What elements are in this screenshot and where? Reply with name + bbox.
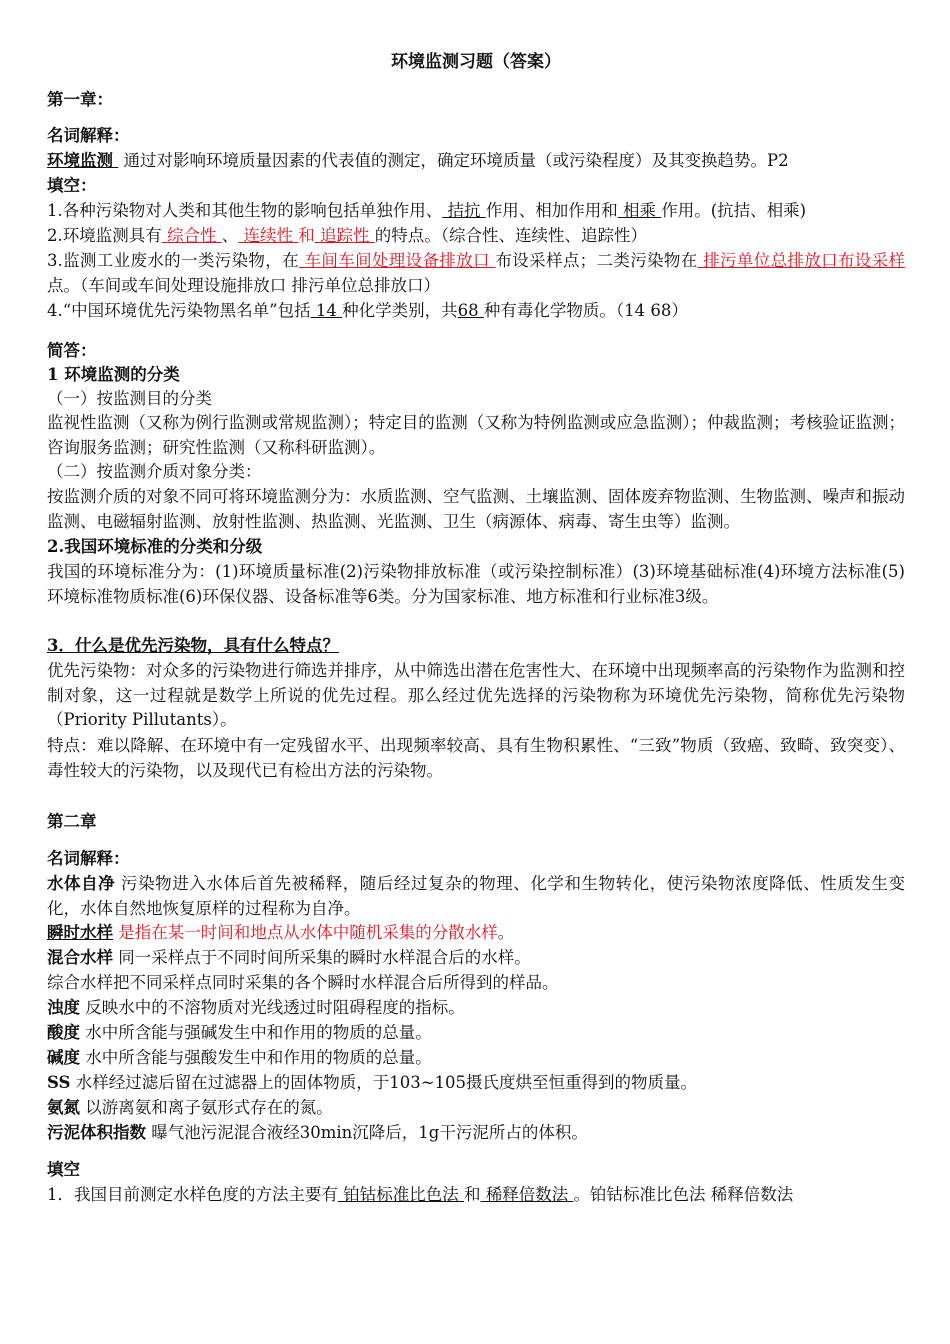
ch2-fill-item-1 [47,1183,905,1208]
text: 作用、相加作用和 [485,201,618,220]
chapter-2-heading: 第二章 [47,812,97,831]
ch2-term-grab-sample [47,921,905,946]
answer-blank: 稀释倍数法 [480,1185,574,1204]
term-name: 水体自净 [47,874,116,893]
ch1-terms-heading: 名词解释： [47,126,130,145]
ch1-fill-item-4 [47,299,905,324]
text: 3.监测工业废水的一类污染物，在 [47,251,299,270]
document-title: 环境监测习题（答案） [391,52,561,72]
term-definition: 水样经过滤后留在过滤器上的固体物质，于103~105摄氏度烘至恒重得到的物质量。 [70,1073,698,1092]
question-2-title: 2.我国环境标准的分类和分级 [47,537,263,556]
question-1-answer-1: 监视性监测（又称为例行监测或常规监测）；特定目的监测（又称为特例监测或应急监测）；仲裁监测；考核验证监测；咨询服务监测；研究性监测（又称科研监测）。 [47,413,905,457]
term-definition: 污染物进入水体后首先被稀释，随后经过复杂的物理、化学和生物转化，使污染物浓度降低、性质发生变化，水体自然地恢复原样的过程称为自净。 [47,874,906,918]
term-name: 混合水样 [47,948,113,967]
text: 种化学类别，共 [342,301,458,320]
question-2-answer: 我国的环境标准分为：(1)环境质量标准(2)污染物排放标准（或污染控制标准）(3)环境基础标准(4)环境方法标准(5)环境标准物质标准(6)环保仪器、设备标准等6类。分为国家标准、地方标准和行业标准3级。 [47,562,905,606]
ch2-term-water-self-purification [47,872,905,921]
text: 的特点。（综合性、连续性、追踪性） [374,226,647,245]
term-definition: 以游离氨和离子氨形式存在的氮。 [80,1098,333,1117]
term-definition: 同一采样点于不同时间所采集的瞬时水样混合后的水样。 [113,948,531,967]
answer-blank: 铂钴标准比色法 [338,1185,464,1204]
ch2-terms-heading: 名词解释： [47,849,130,868]
text: 。 [497,923,515,942]
text: 作用。(抗拮、相乘) [661,201,807,220]
ch2-term-sludge-volume-index [47,1121,905,1146]
ch2-term-turbidity [47,996,905,1021]
ch2-term-composite-sample [47,946,905,971]
ch2-term-ss [47,1071,905,1096]
term-definition: 水中所含能与强碱发生中和作用的物质的总量。 [80,1023,432,1042]
ch1-fill-item-2 [47,224,905,249]
ch1-term-environment-monitoring [47,149,905,174]
question-1-answer-2: 按监测介质的对象不同可将环境监测分为：水质监测、空气监测、土壤监测、固体废弃物监测、生物监测、噪声和振动监测、电磁辐射监测、放射性监测、热监测、光监测、卫生（病源体、病毒、寄生虫等）监测。 [47,487,905,531]
question-1-subheading-2: （二）按监测介质对象分类： [47,462,262,481]
answer-blank: 拮抗 [442,201,486,220]
answer-blank: 追踪性 [314,226,375,245]
answer-blank: 相乘 [617,201,662,220]
text: 布设采样点；二类污染物在 [495,251,698,270]
answer-blank: 车间车间处理设备排放口 [298,251,496,270]
ch1-fill-heading: 填空： [47,176,97,195]
term-name: 酸度 [47,1023,80,1042]
text: 种有毒化学物质。（14 68） [483,301,688,320]
answer-blank: 68 [457,301,484,320]
term-definition: 曝气池污泥混合液经30min沉降后，1g干污泥所占的体积。 [146,1123,588,1142]
chapter-1-heading: 第一章： [47,90,113,109]
term-name: 浊度 [47,998,80,1017]
document-page [47,0,906,1204]
text: 1.各种污染物对人类和其他生物的影响包括单独作用、 [47,201,443,220]
text: 和 [298,226,315,245]
text: 。铂钴标准比色法 稀释倍数法 [573,1185,794,1204]
term-name: 氨氮 [47,1098,80,1117]
term-name: 环境监测 [47,151,113,170]
text: 4.“中国环境优先污染物黑名单”包括 [47,301,311,320]
term-definition: 通过对影响环境质量因素的代表值的测定，确定环境质量（或污染程度）及其变换趋势。P2 [118,151,789,170]
question-1-title: 1 环境监测的分类 [47,365,180,384]
term-name: 瞬时水样 [47,923,113,942]
ch1-fill-item-3 [47,249,905,298]
answer-blank: 排污单位总排放口布设采样 [697,251,905,270]
question-3-answer-1: 优先污染物：对众多的污染物进行筛选并排序，从中筛选出潜在危害性大、在环境中出现频率高的污染物作为监测和控制对象，这一过程就是数学上所说的优先过程。那么经过优先选择的污染物称为环境优先污染物，简称优先污染物（Priority Pillutants）。 [47,661,905,729]
term-name: 碱度 [47,1048,80,1067]
ch2-fill-heading: 填空 [47,1160,80,1179]
ch2-term-alkalinity [47,1046,905,1071]
ch2-term-ammonia-nitrogen [47,1096,905,1121]
text: 和 [464,1185,481,1204]
text: 2.环境监测具有 [47,226,162,245]
answer-blank: 14 [310,301,343,320]
ch2-term-acidity [47,1021,905,1046]
term-definition: 是指在某一时间和地点从水体中随机采集的分散水样 [113,923,498,942]
ch1-short-answer-heading: 简答： [47,341,97,360]
ch1-fill-item-1 [47,199,905,224]
text: 、 [221,226,239,245]
term-definition: 水中所含能与强酸发生中和作用的物质的总量。 [80,1048,432,1067]
question-3-title-text: 3．什么是优先污染物，具有什么特点？ [47,636,339,655]
ch2-term-integrated-sample: 综合水样把不同采样点同时采集的各个瞬时水样混合后所得到的样品。 [47,973,559,992]
answer-blank: 综合性 [161,226,222,245]
text: 点。（车间或车间处理设施排放口 排污单位总排放口） [47,275,440,295]
answer-blank: 连续性 [238,226,299,245]
term-name: 污泥体积指数 [47,1123,146,1142]
question-1-subheading-1: （一）按监测目的分类 [47,389,212,408]
text: 1．我国目前测定水样色度的方法主要有 [47,1185,338,1204]
question-3-answer-2: 特点：难以降解、在环境中有一定残留水平、出现频率较高、具有生物积累性、“三致”物质（致癌、致畸、致突变）、毒性较大的污染物，以及现代已有检出方法的污染物。 [47,736,905,780]
question-3-title [47,634,905,659]
term-definition: 反映水中的不溶物质对光线透过时阻碍程度的指标。 [80,998,465,1017]
term-name: SS [47,1073,71,1092]
